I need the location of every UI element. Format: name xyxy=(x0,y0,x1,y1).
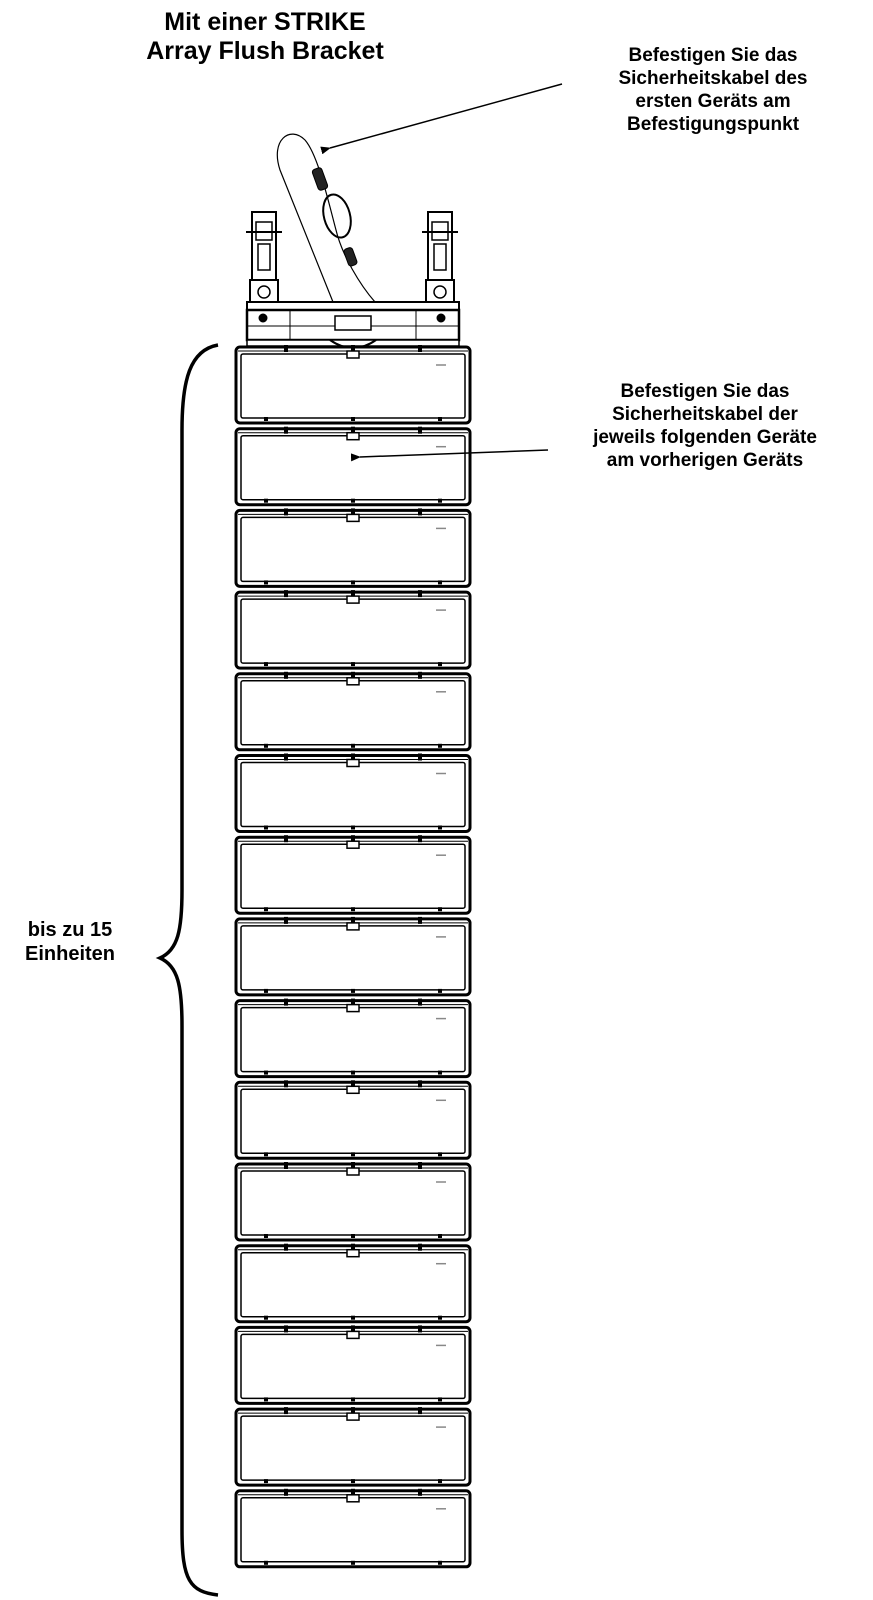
speaker-unit-8 xyxy=(236,917,470,995)
speaker-unit-14-pin-1 xyxy=(284,1407,288,1414)
speaker-unit-11-foot-2 xyxy=(351,1234,355,1238)
speaker-unit-6-foot-2 xyxy=(351,826,355,830)
speaker-unit-14-foot-2 xyxy=(351,1479,355,1483)
speaker-unit-8-pin-3 xyxy=(418,917,422,924)
speaker-unit-3-link xyxy=(347,514,359,521)
speaker-unit-15-pin-1 xyxy=(284,1489,288,1496)
speaker-unit-9-foot-3 xyxy=(438,1071,442,1075)
speaker-unit-1-pin-3 xyxy=(418,345,422,352)
speaker-unit-15-link xyxy=(347,1495,359,1502)
arrow-to-safety-cable xyxy=(330,84,562,148)
units-count-label-line-2: Einheiten xyxy=(24,943,115,965)
speaker-unit-12-foot-3 xyxy=(438,1316,442,1320)
speaker-unit-5 xyxy=(236,672,470,750)
speaker-unit-5-pin-3 xyxy=(418,672,422,679)
speaker-unit-8-foot-1 xyxy=(264,989,268,993)
speaker-unit-7-pin-3 xyxy=(418,835,422,842)
speaker-unit-10-foot-1 xyxy=(264,1152,268,1156)
speaker-unit-10-pin-3 xyxy=(418,1080,422,1087)
speaker-unit-3-foot-2 xyxy=(351,580,355,584)
speaker-unit-12-foot-2 xyxy=(351,1316,355,1320)
speaker-unit-5-link xyxy=(347,678,359,685)
speaker-unit-4-pin-3 xyxy=(418,590,422,597)
speaker-unit-13-link xyxy=(347,1331,359,1338)
speaker-unit-15-foot-2 xyxy=(351,1561,355,1565)
speaker-unit-10 xyxy=(236,1080,470,1158)
speaker-unit-7-link xyxy=(347,841,359,848)
speaker-unit-8-pin-1 xyxy=(284,917,288,924)
speaker-unit-1-pin-1 xyxy=(284,345,288,352)
speaker-unit-14-foot-1 xyxy=(264,1479,268,1483)
speaker-unit-4-foot-2 xyxy=(351,662,355,666)
speaker-unit-13 xyxy=(236,1325,470,1403)
title-line-1: Mit einer STRIKE xyxy=(164,8,366,36)
speaker-unit-13-foot-2 xyxy=(351,1397,355,1401)
speaker-unit-9 xyxy=(236,999,470,1077)
speaker-unit-13-foot-1 xyxy=(264,1397,268,1401)
speaker-unit-5-pin-1 xyxy=(284,672,288,679)
speaker-unit-1 xyxy=(236,345,470,423)
speaker-unit-10-foot-2 xyxy=(351,1152,355,1156)
speaker-unit-7-foot-1 xyxy=(264,907,268,911)
speaker-unit-2-link xyxy=(347,433,359,440)
speaker-unit-4 xyxy=(236,590,470,668)
speaker-unit-2-foot-3 xyxy=(438,499,442,503)
speaker-unit-1-foot-2 xyxy=(351,417,355,421)
speaker-unit-11-pin-3 xyxy=(418,1162,422,1169)
callout-first-device-line-2: Sicherheitskabel des xyxy=(618,68,808,89)
speaker-unit-15-foot-3 xyxy=(438,1561,442,1565)
speaker-unit-2-foot-1 xyxy=(264,499,268,503)
speaker-unit-14-foot-3 xyxy=(438,1479,442,1483)
callout-following-devices-line-2: Sicherheitskabel der xyxy=(612,404,798,425)
speaker-unit-11-link xyxy=(347,1168,359,1175)
speaker-unit-9-pin-3 xyxy=(418,999,422,1006)
speaker-unit-11-pin-1 xyxy=(284,1162,288,1169)
callout-first-device-line-1: Befestigen Sie das xyxy=(628,45,798,66)
speaker-unit-2 xyxy=(236,427,470,505)
speaker-unit-3 xyxy=(236,508,470,586)
speaker-unit-6 xyxy=(236,754,470,832)
callout-following-devices-line-3: jeweils folgenden Geräte xyxy=(593,427,817,448)
speaker-unit-4-foot-3 xyxy=(438,662,442,666)
speaker-unit-7-foot-2 xyxy=(351,907,355,911)
bracket-base-plate xyxy=(247,302,459,348)
speaker-unit-4-foot-1 xyxy=(264,662,268,666)
speaker-unit-12-pin-3 xyxy=(418,1244,422,1251)
speaker-unit-6-pin-1 xyxy=(284,754,288,761)
units-count-label-line-1: bis zu 15 xyxy=(27,919,113,941)
speaker-unit-5-foot-3 xyxy=(438,744,442,748)
safety-cable xyxy=(277,134,375,302)
speaker-unit-13-foot-3 xyxy=(438,1397,442,1401)
speaker-unit-3-pin-3 xyxy=(418,508,422,515)
speaker-unit-15 xyxy=(236,1489,470,1567)
speaker-unit-9-pin-1 xyxy=(284,999,288,1006)
speaker-unit-3-foot-1 xyxy=(264,580,268,584)
bracket-right-upright xyxy=(422,212,458,304)
speaker-unit-14-link xyxy=(347,1413,359,1420)
callout-first-device-line-3: ersten Geräts am xyxy=(635,91,791,112)
speaker-unit-9-foot-2 xyxy=(351,1071,355,1075)
units-brace xyxy=(160,345,218,1595)
speaker-unit-6-link xyxy=(347,760,359,767)
speaker-unit-6-pin-3 xyxy=(418,754,422,761)
speaker-unit-2-foot-2 xyxy=(351,499,355,503)
speaker-unit-9-link xyxy=(347,1005,359,1012)
speaker-unit-5-foot-2 xyxy=(351,744,355,748)
bracket-left-upright xyxy=(246,212,282,304)
speaker-unit-7 xyxy=(236,835,470,913)
speaker-unit-13-pin-3 xyxy=(418,1325,422,1332)
speaker-unit-8-foot-3 xyxy=(438,989,442,993)
speaker-unit-15-foot-1 xyxy=(264,1561,268,1565)
speaker-unit-11-foot-1 xyxy=(264,1234,268,1238)
callout-first-device-line-4: Befestigungspunkt xyxy=(626,114,800,135)
speaker-unit-6-foot-3 xyxy=(438,826,442,830)
speaker-units xyxy=(236,345,470,1567)
speaker-unit-10-foot-3 xyxy=(438,1152,442,1156)
callout-following-devices-line-4: am vorherigen Geräts xyxy=(606,450,804,471)
speaker-unit-14 xyxy=(236,1407,470,1485)
speaker-unit-10-pin-1 xyxy=(284,1080,288,1087)
flush-bracket xyxy=(246,212,459,348)
speaker-unit-9-foot-1 xyxy=(264,1071,268,1075)
speaker-unit-1-foot-1 xyxy=(264,417,268,421)
speaker-unit-4-link xyxy=(347,596,359,603)
speaker-unit-12 xyxy=(236,1244,470,1322)
speaker-unit-11 xyxy=(236,1162,470,1240)
speaker-unit-14-pin-3 xyxy=(418,1407,422,1414)
title-line-2: Array Flush Bracket xyxy=(146,37,384,65)
speaker-unit-12-pin-1 xyxy=(284,1244,288,1251)
speaker-unit-7-foot-3 xyxy=(438,907,442,911)
speaker-unit-7-pin-1 xyxy=(284,835,288,842)
speaker-unit-8-foot-2 xyxy=(351,989,355,993)
speaker-unit-8-link xyxy=(347,923,359,930)
speaker-unit-12-link xyxy=(347,1250,359,1257)
speaker-unit-5-foot-1 xyxy=(264,744,268,748)
speaker-unit-6-foot-1 xyxy=(264,826,268,830)
speaker-unit-2-pin-1 xyxy=(284,427,288,434)
speaker-unit-15-pin-3 xyxy=(418,1489,422,1496)
speaker-unit-3-pin-1 xyxy=(284,508,288,515)
callout-following-devices-line-1: Befestigen Sie das xyxy=(620,381,790,402)
speaker-unit-12-foot-1 xyxy=(264,1316,268,1320)
speaker-unit-11-foot-3 xyxy=(438,1234,442,1238)
speaker-unit-1-link xyxy=(347,351,359,358)
speaker-unit-4-pin-1 xyxy=(284,590,288,597)
speaker-unit-1-foot-3 xyxy=(438,417,442,421)
speaker-unit-3-foot-3 xyxy=(438,580,442,584)
speaker-unit-13-pin-1 xyxy=(284,1325,288,1332)
speaker-unit-10-link xyxy=(347,1086,359,1093)
speaker-unit-2-pin-3 xyxy=(418,427,422,434)
